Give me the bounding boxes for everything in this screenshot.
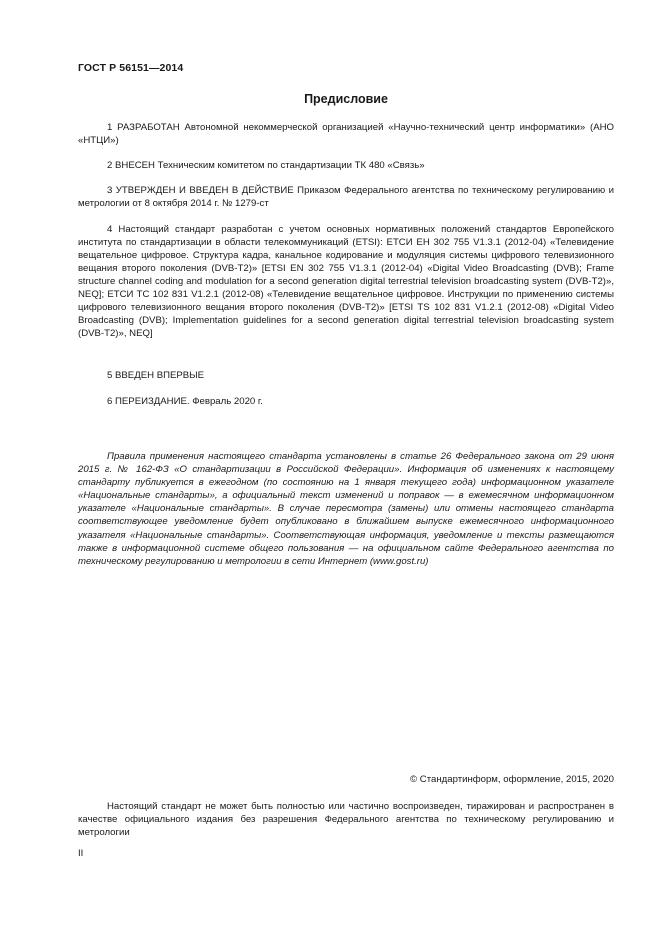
preface-item-4: 4 Настоящий стандарт разработан с учетом основных нормативных положений стандартов Европейского института по стандартизации в области телекоммуникаций (ETSI): ЕТСИ ЕН 302 755 V1.3.1 (2012-04) «Телевидение вещательное цифровое. Структура кадра, канальное кодирование и модуляция системы цифрового телевизионного вещания второго поколения (DVB-T2)» [ETSI EN 302 755 V1.3.1 (2012-04) «Digital Video Broadcasting (DVB); Frame structure channel coding and modulation for a second generation digital terrestrial television broadcasting system (DVB-T2)», NEQ]; ЕТСИ ТС 102 831 V1.2.1 (2012-08) «Телевидение вещательное цифровое. Инструкции по применению системы цифрового телевизионного вещания второго поколения (DVB-T2)» [ETSI TS 102 831 V1.2.1 (2012-08) «Digital Video Broadcasting (DVB); Implementation guidelines for a second generation digital terrestrial television broadcasting system (DVB-T2)», NEQ] xyxy=(78,224,614,339)
preface-item-5: 5 ВВЕДЕН ВПЕРВЫЕ xyxy=(107,370,205,381)
standard-number: ГОСТ Р 56151—2014 xyxy=(78,62,184,74)
application-rules-note: Правила применения настоящего стандарта установлены в статье 26 Федерального закона от 29 июня 2015 г. № 162-ФЗ «О стандартизации в Российской Федерации». Информация об изменениях к настоящему стандарту публикуется в ежегодном (по состоянию на 1 января текущего года) информационном указателе «Национальные стандарты», а официальный текст изменений и поправок — в ежемесячном информационном указателе «Национальные стандарты». В случае пересмотра (замены) или отмены настоящего стандарта соответствующее уведомление будет опубликовано в ближайшем выпуске ежемесячного информационного указателя «Национальные стандарты». Соответствующая информация, уведомление и тексты размещаются также в информационной системе общего пользования — на официальном сайте Федерального агентства по техническому регулированию и метрологии в сети Интернет (www.gost.ru) xyxy=(78,451,614,567)
preface-item-3: 3 УТВЕРЖДЕН И ВВЕДЕН В ДЕЙСТВИЕ Приказом Федерального агентства по техническому регулированию и метрологии от 8 октября 2014 г. № 1279-ст xyxy=(78,185,614,209)
page-number: II xyxy=(78,848,84,859)
preface-title: Предисловие xyxy=(304,92,388,106)
preface-item-6: 6 ПЕРЕИЗДАНИЕ. Февраль 2020 г. xyxy=(107,396,263,407)
copyright-line: © Стандартинформ, оформление, 2015, 2020 xyxy=(410,774,614,785)
preface-item-2: 2 ВНЕСЕН Техническим комитетом по стандартизации ТК 480 «Связь» xyxy=(107,160,425,171)
reproduction-notice: Настоящий стандарт не может быть полностью или частично воспроизведен, тиражирован и распространен в качестве официального издания без разрешения Федерального агентства по техническому регулированию и метрологии xyxy=(78,801,614,838)
preface-item-1: 1 РАЗРАБОТАН Автономной некоммерческой организацией «Научно-технический центр информатики» (АНО «НТЦИ») xyxy=(78,122,614,146)
